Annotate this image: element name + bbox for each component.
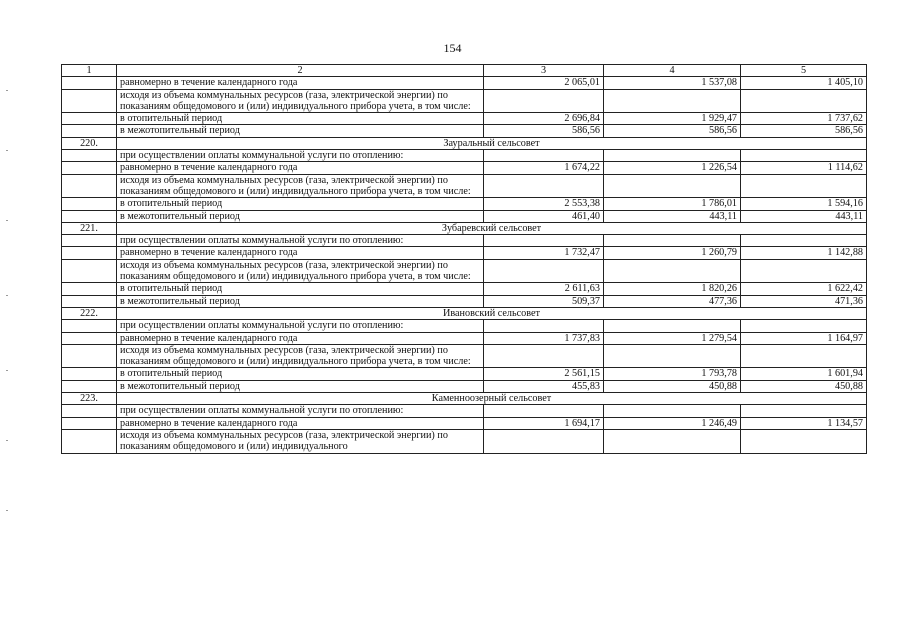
value-cell-4: 1 929,47 <box>604 113 741 125</box>
value-cell-3 <box>484 429 604 453</box>
value-cell-3: 1 737,83 <box>484 332 604 344</box>
value-cell-3 <box>484 405 604 417</box>
row-number-cell <box>62 125 117 137</box>
row-description: исходя из объема коммунальных ресурсов (газа, электрической энергии) по показаниям общедомового и (или) индивидуального прибора учета, в том числе: <box>117 89 484 113</box>
header-cell-5: 5 <box>741 65 867 77</box>
row-number-cell <box>62 247 117 259</box>
row-number-cell <box>62 295 117 307</box>
district-name: Каменноозерный сельсовет <box>117 393 867 405</box>
row-description: в отопительный период <box>117 198 484 210</box>
row-number-cell <box>62 320 117 332</box>
table-row <box>62 198 867 210</box>
value-cell-5: 1 601,94 <box>741 368 867 380</box>
value-cell-5: 586,56 <box>741 125 867 137</box>
value-cell-3 <box>484 150 604 162</box>
value-cell-5: 1 164,97 <box>741 332 867 344</box>
district-number: 222. <box>62 307 117 319</box>
district-number: 221. <box>62 222 117 234</box>
value-cell-5: 1 114,62 <box>741 162 867 174</box>
value-cell-5 <box>741 150 867 162</box>
row-number-cell <box>62 235 117 247</box>
value-cell-5: 443,11 <box>741 210 867 222</box>
value-cell-3: 2 611,63 <box>484 283 604 295</box>
row-number-cell <box>62 368 117 380</box>
table-body <box>62 77 867 453</box>
value-cell-5: 1 134,57 <box>741 417 867 429</box>
value-cell-4: 1 786,01 <box>604 198 741 210</box>
table-row <box>62 368 867 380</box>
row-number-cell <box>62 417 117 429</box>
district-name: Ивановский сельсовет <box>117 307 867 319</box>
row-description: равномерно в течение календарного года <box>117 247 484 259</box>
row-description: равномерно в течение календарного года <box>117 77 484 89</box>
value-cell-5: 1 622,42 <box>741 283 867 295</box>
value-cell-3 <box>484 174 604 198</box>
description-row <box>62 259 867 283</box>
row-number-cell <box>62 162 117 174</box>
value-cell-5: 1 737,62 <box>741 113 867 125</box>
value-cell-3: 586,56 <box>484 125 604 137</box>
row-number-cell <box>62 198 117 210</box>
district-number: 223. <box>62 393 117 405</box>
table-row <box>62 162 867 174</box>
row-description: в отопительный период <box>117 113 484 125</box>
value-cell-5 <box>741 89 867 113</box>
table-row <box>62 113 867 125</box>
value-cell-4: 450,88 <box>604 380 741 392</box>
value-cell-4 <box>604 235 741 247</box>
district-number: 220. <box>62 137 117 149</box>
row-description: равномерно в течение календарного года <box>117 162 484 174</box>
description-row <box>62 429 867 453</box>
row-description: в отопительный период <box>117 368 484 380</box>
header-cell-2: 2 <box>117 65 484 77</box>
value-cell-3: 455,83 <box>484 380 604 392</box>
margin-marks <box>6 90 9 550</box>
row-number-cell <box>62 380 117 392</box>
row-description: при осуществлении оплаты коммунальной услуги по отоплению: <box>117 320 484 332</box>
row-number-cell <box>62 77 117 89</box>
value-cell-3: 1 732,47 <box>484 247 604 259</box>
value-cell-5 <box>741 259 867 283</box>
value-cell-5 <box>741 429 867 453</box>
table-row <box>62 210 867 222</box>
description-row <box>62 320 867 332</box>
row-description: равномерно в течение календарного года <box>117 332 484 344</box>
row-description: равномерно в течение календарного года <box>117 417 484 429</box>
value-cell-4: 586,56 <box>604 125 741 137</box>
district-row <box>62 393 867 405</box>
table-header-row <box>62 65 867 77</box>
value-cell-5 <box>741 344 867 368</box>
district-row <box>62 307 867 319</box>
value-cell-3 <box>484 320 604 332</box>
value-cell-5 <box>741 405 867 417</box>
header-cell-4: 4 <box>604 65 741 77</box>
value-cell-3 <box>484 89 604 113</box>
district-row <box>62 137 867 149</box>
district-name: Зауральный сельсовет <box>117 137 867 149</box>
value-cell-5: 1 594,16 <box>741 198 867 210</box>
row-number-cell <box>62 332 117 344</box>
row-number-cell <box>62 210 117 222</box>
value-cell-5 <box>741 320 867 332</box>
table-row <box>62 283 867 295</box>
row-description: при осуществлении оплаты коммунальной услуги по отоплению: <box>117 405 484 417</box>
value-cell-4: 1 279,54 <box>604 332 741 344</box>
value-cell-4: 443,11 <box>604 210 741 222</box>
row-description: при осуществлении оплаты коммунальной услуги по отоплению: <box>117 235 484 247</box>
row-description: в межотопительный период <box>117 210 484 222</box>
row-description: исходя из объема коммунальных ресурсов (газа, электрической энергии) по показаниям общедомового и (или) индивидуального прибора учета, в том числе: <box>117 174 484 198</box>
row-number-cell <box>62 405 117 417</box>
value-cell-5 <box>741 174 867 198</box>
page-number: 154 <box>443 41 462 55</box>
district-row <box>62 222 867 234</box>
description-row <box>62 89 867 113</box>
value-cell-5: 471,36 <box>741 295 867 307</box>
description-row <box>62 405 867 417</box>
row-number-cell <box>62 174 117 198</box>
value-cell-4: 1 537,08 <box>604 77 741 89</box>
value-cell-5: 450,88 <box>741 380 867 392</box>
value-cell-4 <box>604 259 741 283</box>
value-cell-3 <box>484 235 604 247</box>
table-row <box>62 125 867 137</box>
description-row <box>62 344 867 368</box>
value-cell-4: 1 226,54 <box>604 162 741 174</box>
value-cell-4 <box>604 320 741 332</box>
value-cell-4 <box>604 429 741 453</box>
row-description: исходя из объема коммунальных ресурсов (газа, электрической энергии) по показаниям общедомового и (или) индивидуального прибора учета, в том числе: <box>117 344 484 368</box>
row-description: при осуществлении оплаты коммунальной услуги по отоплению: <box>117 150 484 162</box>
row-description: исходя из объема коммунальных ресурсов (газа, электрической энергии) по показаниям общедомового и (или) индивидуального <box>117 429 484 453</box>
value-cell-5: 1 405,10 <box>741 77 867 89</box>
table-row <box>62 295 867 307</box>
value-cell-4: 1 246,49 <box>604 417 741 429</box>
value-cell-3: 2 696,84 <box>484 113 604 125</box>
row-number-cell <box>62 344 117 368</box>
row-description: в межотопительный период <box>117 380 484 392</box>
table-row <box>62 380 867 392</box>
district-name: Зубаревский сельсовет <box>117 222 867 234</box>
value-cell-3 <box>484 259 604 283</box>
row-description: в межотопительный период <box>117 295 484 307</box>
value-cell-3: 2 561,15 <box>484 368 604 380</box>
value-cell-3 <box>484 344 604 368</box>
value-cell-3: 1 694,17 <box>484 417 604 429</box>
row-number-cell <box>62 283 117 295</box>
row-number-cell <box>62 113 117 125</box>
description-row <box>62 150 867 162</box>
value-cell-4 <box>604 174 741 198</box>
value-cell-3: 461,40 <box>484 210 604 222</box>
value-cell-4: 1 260,79 <box>604 247 741 259</box>
value-cell-3: 2 553,38 <box>484 198 604 210</box>
table-row <box>62 247 867 259</box>
value-cell-4 <box>604 405 741 417</box>
value-cell-3: 509,37 <box>484 295 604 307</box>
row-number-cell <box>62 429 117 453</box>
tariff-table <box>61 64 867 454</box>
value-cell-4: 1 793,78 <box>604 368 741 380</box>
row-description: в межотопительный период <box>117 125 484 137</box>
value-cell-4: 477,36 <box>604 295 741 307</box>
row-number-cell <box>62 259 117 283</box>
value-cell-3: 2 065,01 <box>484 77 604 89</box>
value-cell-5: 1 142,88 <box>741 247 867 259</box>
value-cell-3: 1 674,22 <box>484 162 604 174</box>
table-row <box>62 417 867 429</box>
row-number-cell <box>62 150 117 162</box>
row-number-cell <box>62 89 117 113</box>
header-cell-3: 3 <box>484 65 604 77</box>
description-row <box>62 174 867 198</box>
header-cell-1: 1 <box>62 65 117 77</box>
row-description: исходя из объема коммунальных ресурсов (газа, электрической энергии) по показаниям общедомового и (или) индивидуального прибора учета, в том числе: <box>117 259 484 283</box>
value-cell-5 <box>741 235 867 247</box>
value-cell-4 <box>604 150 741 162</box>
table-row <box>62 77 867 89</box>
row-description: в отопительный период <box>117 283 484 295</box>
value-cell-4 <box>604 344 741 368</box>
table-row <box>62 332 867 344</box>
description-row <box>62 235 867 247</box>
value-cell-4: 1 820,26 <box>604 283 741 295</box>
value-cell-4 <box>604 89 741 113</box>
